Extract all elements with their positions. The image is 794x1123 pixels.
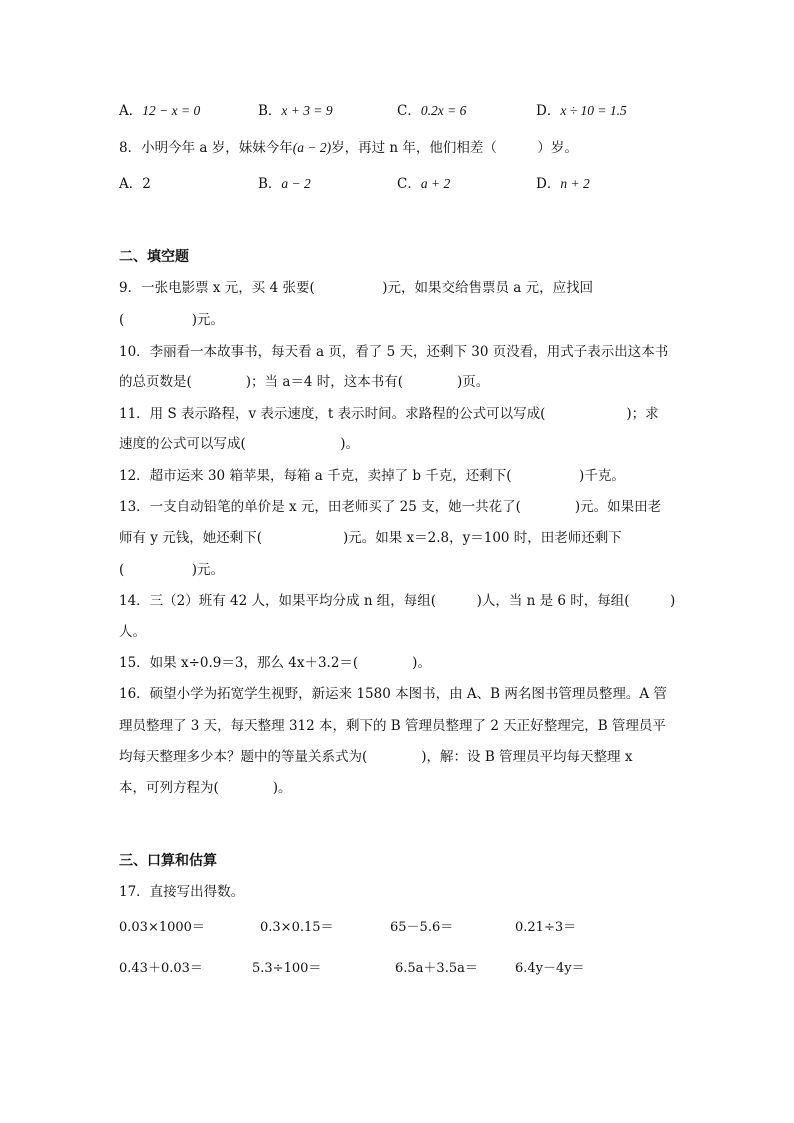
calc-item: 0.3×0.15＝: [260, 920, 334, 935]
q7-option-b: [258, 101, 333, 121]
q8-text-end: 岁，再过 n 年，他们相差（ ）岁。: [331, 140, 578, 156]
q8-option-a: [119, 174, 151, 194]
text-line: 理员整理了 3 天，每天整理 312 本，剩下的 B 管理员整理了 2 天正好整理完，B 管理员平: [119, 718, 666, 734]
q8-text-start: 8．小明今年 a 岁，妹妹今年: [119, 140, 293, 156]
text-line: 的总页数是( )；当 a＝4 时，这本书有( )页。: [119, 374, 490, 390]
option-expression: x ÷ 10 = 1.5: [560, 103, 627, 118]
q7-option-a: [119, 101, 200, 121]
calc-item: 5.3÷100＝: [252, 961, 322, 976]
text-line: 速度的公式可以写成( )。: [119, 436, 360, 452]
option-expression: 12 − x = 0: [142, 103, 201, 118]
option-letter: B．: [258, 176, 282, 192]
calc-item: 6.5a＋3.5a＝: [395, 961, 478, 976]
text-line: 12．超市运来 30 箱苹果，每箱 a 千克，卖掉了 b 千克，还剩下( )千克。: [119, 468, 625, 484]
text-line: 9．一张电影票 x 元，买 4 张要( )元，如果交给售票员 a 元，应找回: [119, 280, 594, 296]
option-letter: D．: [536, 103, 561, 119]
option-letter: A．: [119, 176, 143, 192]
calc-item: 0.21÷3＝: [515, 920, 577, 935]
q17-title: 17．直接写出得数。: [119, 884, 245, 900]
text-line: 师有 y 元钱，她还剩下( )元。如果 x＝2.8，y＝100 时，田老师还剩下: [119, 530, 622, 546]
text-line: 10．李丽看一本故事书，每天看 a 页，看了 5 天，还剩下 30 页没看，用式子表示出这本书: [119, 344, 669, 360]
text-line: 14．三（2）班有 42 人，如果平均分成 n 组，每组( )人，当 n 是 6 时，每组( ): [119, 593, 676, 609]
calc-item: 0.43＋0.03＝: [119, 961, 203, 976]
option-expression: x + 3 = 9: [281, 103, 333, 118]
text-line: ( )元。: [119, 312, 225, 328]
q8-question: [119, 138, 578, 158]
text-line: 13．一支自动铅笔的单价是 x 元，田老师买了 25 支，她一共花了( )元。如果田老: [119, 499, 662, 515]
option-expression: 0.2x = 6: [420, 103, 467, 118]
q8-option-c: [397, 174, 450, 194]
text-line: 15．如果 x÷0.9＝3，那么 4x＋3.2＝( )。: [119, 655, 431, 671]
q7-option-d: [536, 101, 627, 121]
option-letter: B．: [258, 103, 282, 119]
section-heading-fill-in: 二、填空题: [119, 249, 189, 265]
option-expression: a + 2: [420, 176, 451, 191]
q8-expression: (a − 2): [292, 140, 332, 155]
q8-option-d: [536, 174, 590, 194]
option-letter: C．: [397, 176, 421, 192]
calc-item: 0.03×1000＝: [119, 920, 205, 935]
q7-option-c: [397, 101, 466, 121]
q8-option-b: [258, 174, 311, 194]
section-heading-mental-math: 三、口算和估算: [119, 853, 217, 869]
text-line: 11．用 S 表示路程，v 表示速度，t 表示时间。求路程的公式可以写成( )；求: [119, 406, 659, 422]
calc-item: 6.4y－4y＝: [515, 961, 585, 976]
option-expression: n + 2: [560, 176, 590, 191]
text-line: ( )元。: [119, 562, 225, 578]
text-line: 均每天整理多少本？题中的等量关系式为( )，解：设 B 管理员平均每天整理 x: [119, 749, 633, 765]
text-line: 人。: [119, 624, 146, 640]
text-line: 本，可列方程为( )。: [119, 780, 292, 796]
option-letter: D．: [536, 176, 561, 192]
option-letter: C．: [397, 103, 421, 119]
option-letter: A．: [119, 103, 143, 119]
option-expression: 2: [142, 176, 151, 192]
calc-item: 65－5.6＝: [390, 920, 454, 935]
option-expression: a − 2: [281, 176, 311, 191]
text-line: 16．硕望小学为拓宽学生视野，新运来 1580 本图书，由 A、B 两名图书管理员整理。A 管: [119, 686, 667, 702]
